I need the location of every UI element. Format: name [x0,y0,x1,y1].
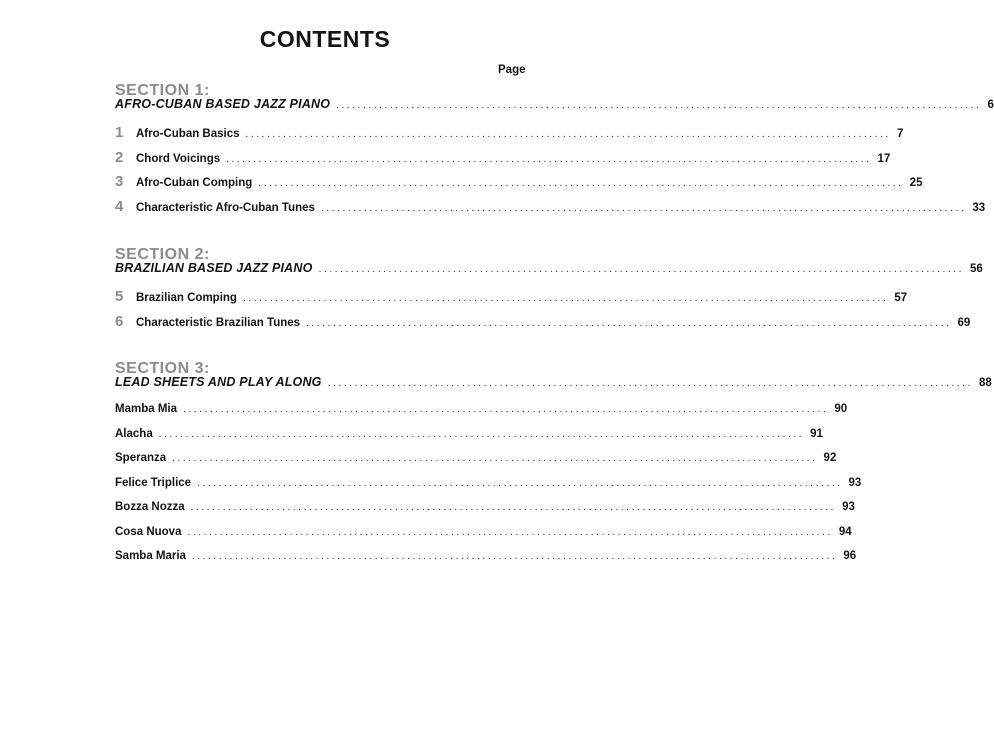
chapter-title: Characteristic Brazilian Tunes [136,317,301,329]
dot-leader: ........................................................................................................................ [306,318,952,329]
page-column-header: Page [498,64,526,76]
chapter-row[interactable] [115,198,986,215]
song-row[interactable] [115,550,857,566]
chapter-title: Afro-Cuban Comping [136,177,253,189]
section-label: SECTION 3: [115,360,210,377]
song-row[interactable] [115,428,823,444]
page-number: 92 [823,452,837,464]
section-label: SECTION 2: [115,246,210,263]
chapter-number: 1 [115,124,124,141]
song-title: Mamba Mia [115,403,177,415]
chapter-title: Brazilian Comping [136,292,237,304]
section-title: LEAD SHEETS AND PLAY ALONG [115,375,322,389]
dot-leader: ........................................................................................................................ [318,264,964,275]
chapter-row[interactable] [115,313,971,330]
song-title: Speranza [115,452,167,464]
page-number: 6 [987,99,994,111]
page-number: 90 [834,403,848,415]
dot-leader: ........................................................................................................................ [242,293,889,304]
page-number: 7 [896,128,904,140]
song-title: Bozza Nozza [115,501,185,513]
page-number: 96 [843,550,857,562]
dot-leader: ........................................................................................................................ [187,527,833,538]
chapter-title: Characteristic Afro-Cuban Tunes [136,202,315,214]
dot-leader: ........................................................................................................................ [226,154,872,165]
dot-leader: ........................................................................................................................ [158,429,805,440]
section-title-row[interactable] [115,97,994,113]
chapter-row[interactable] [115,173,923,190]
dot-leader: ........................................................................................................................ [190,502,837,513]
song-row[interactable] [115,477,862,493]
page-number: 57 [894,292,908,304]
chapter-number: 5 [115,288,124,305]
song-title: Cosa Nuova [115,526,182,538]
page-number: 91 [810,428,823,440]
page-number: 88 [979,377,992,389]
section-label: SECTION 1: [115,82,210,99]
page-number: 93 [842,501,855,513]
page-number: 25 [909,177,923,189]
dot-leader: ........................................................................................................................ [197,478,843,489]
chapter-row[interactable] [115,288,908,305]
section-title-row[interactable] [115,375,992,391]
dot-leader: ........................................................................................................................ [320,203,967,214]
song-row[interactable] [115,501,855,517]
dot-leader: ........................................................................................................................ [258,178,904,189]
dot-leader: ........................................................................................................................ [183,404,829,415]
song-title: Alacha [115,428,153,440]
page-number: 94 [838,526,852,538]
song-title: Felice Triplice [115,477,192,489]
chapter-number: 6 [115,313,124,330]
dot-leader: ........................................................................................................................ [327,378,974,389]
chapter-number: 4 [115,198,124,215]
dot-leader: ........................................................................................................................ [336,100,982,111]
chapter-number: 2 [115,149,124,166]
section-title-row[interactable] [115,261,983,277]
page-number: 69 [957,317,971,329]
page-number: 33 [972,202,986,214]
section-title: BRAZILIAN BASED JAZZ PIANO [115,261,313,275]
chapter-row[interactable] [115,149,891,166]
section-title: AFRO-CUBAN BASED JAZZ PIANO [115,97,331,111]
page-number: 56 [969,263,983,275]
dot-leader: ........................................................................................................................ [245,129,891,140]
dot-leader: ........................................................................................................................ [191,551,838,562]
page-number: 17 [877,153,891,165]
song-title: Samba Maria [115,550,186,562]
song-row[interactable] [115,403,848,419]
chapter-number: 3 [115,173,124,190]
page-title: CONTENTS [259,26,391,52]
song-row[interactable] [115,526,852,542]
chapter-title: Afro-Cuban Basics [136,128,240,140]
chapter-title: Chord Voicings [136,153,221,165]
chapter-row[interactable] [115,124,904,141]
song-row[interactable] [115,452,837,468]
dot-leader: ........................................................................................................................ [172,453,818,464]
page-number: 93 [848,477,862,489]
